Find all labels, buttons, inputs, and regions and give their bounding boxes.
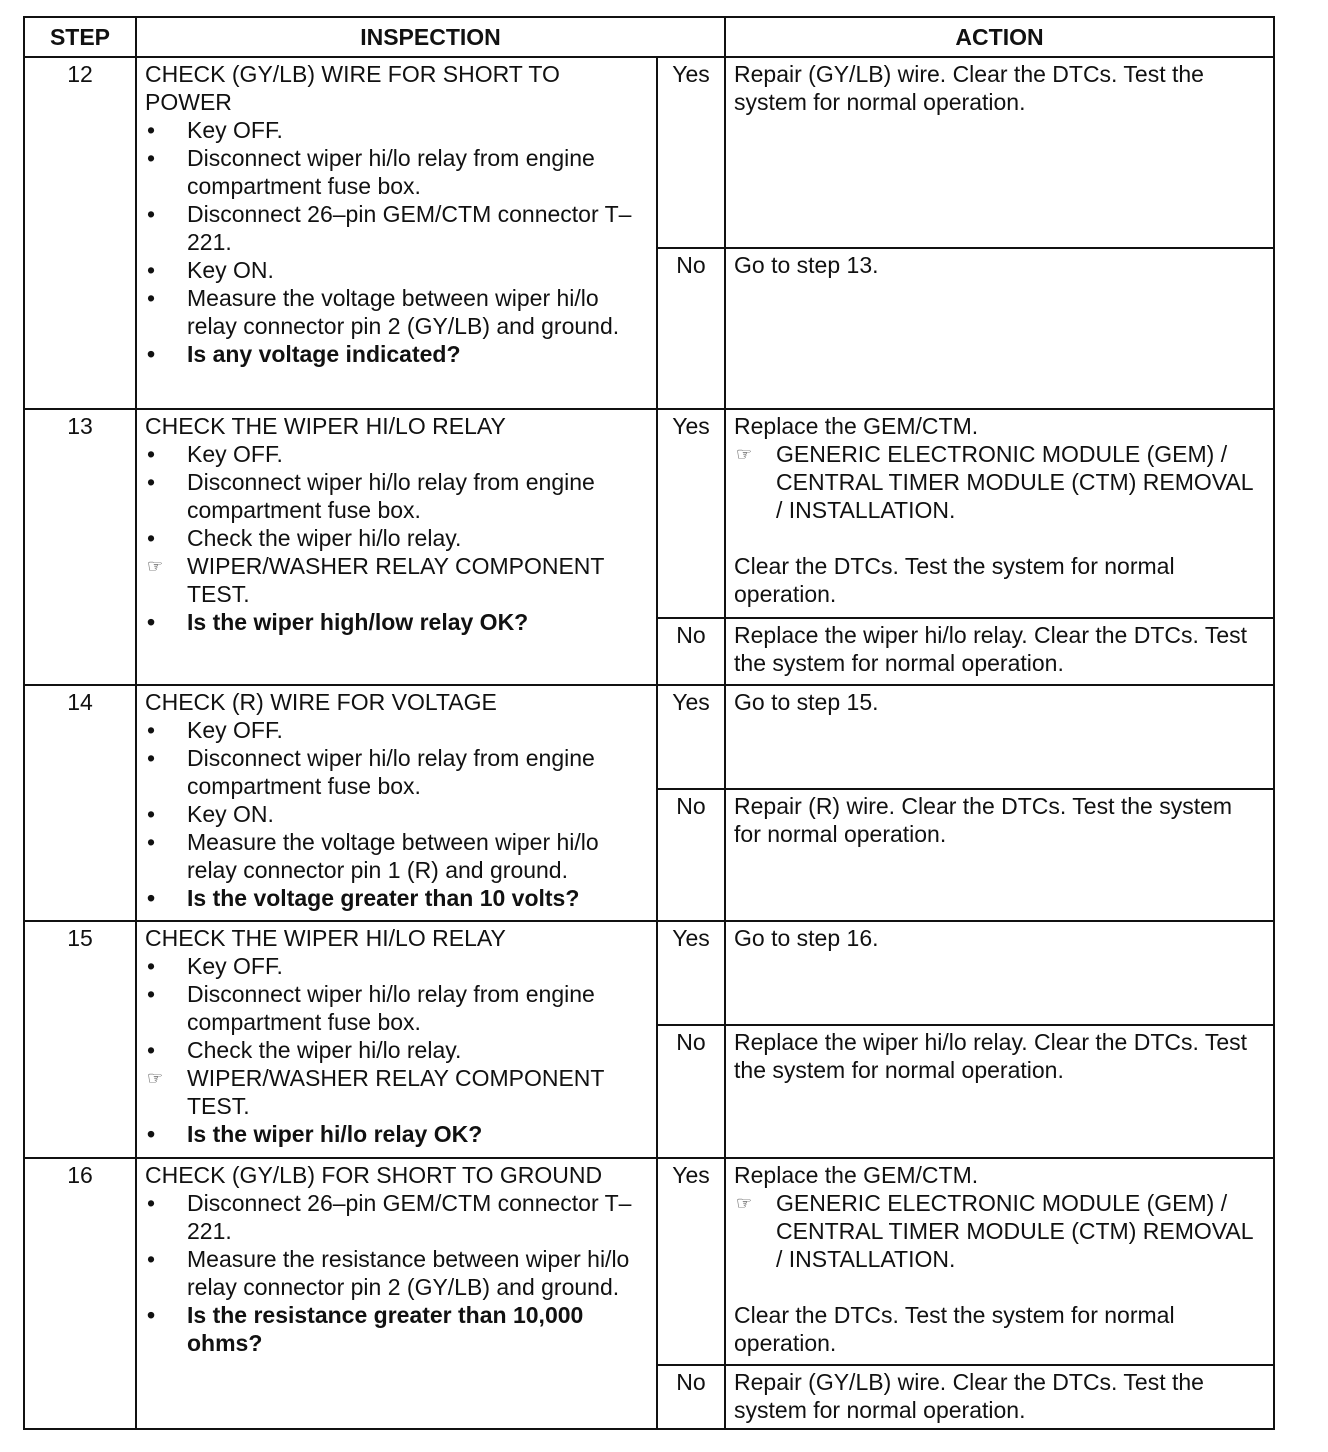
step-inspection (136, 409, 657, 685)
step-inspection (136, 921, 657, 1158)
yes-action-text-2: Clear the DTCs. Test the system for normal operation. (734, 553, 1175, 607)
bullet-icon: • (147, 745, 156, 771)
step-number: 14 (24, 685, 136, 921)
step-inspection (136, 685, 657, 921)
header-action: ACTION (725, 17, 1274, 57)
pointing-hand-icon: ☞ (147, 1068, 164, 1088)
list-item: • Key ON. (147, 801, 274, 827)
bullet-icon: • (147, 341, 156, 367)
list-item: • Key ON. (147, 257, 274, 283)
bullet-icon: • (147, 525, 156, 551)
step-16-yes-row (24, 1158, 1274, 1365)
bullet-icon: • (147, 145, 156, 171)
list-item: • Check the wiper hi/lo relay. (147, 1037, 462, 1063)
step-number: 12 (24, 57, 136, 409)
list-item: • Key OFF. (147, 117, 283, 143)
yes-label: Yes (657, 409, 725, 618)
no-action: Repair (GY/LB) wire. Clear the DTCs. Test the system for normal operation. (725, 1365, 1274, 1429)
yes-label: Yes (657, 1158, 725, 1365)
pointing-hand-icon: ☞ (736, 1193, 753, 1213)
reference-text: ☞ GENERIC ELECTRONIC MODULE (GEM) / CENTRAL TIMER MODULE (CTM) REMOVAL / INSTALLATION. (736, 441, 1253, 523)
pointing-hand-icon: ☞ (736, 444, 753, 464)
bullet-icon: • (147, 1190, 156, 1216)
bullet-icon: • (147, 829, 156, 855)
no-label: No (657, 248, 725, 409)
no-action: Repair (R) wire. Clear the DTCs. Test the system for normal operation. (725, 789, 1274, 921)
bullet-icon: • (147, 717, 156, 743)
step-title: CHECK (GY/LB) FOR SHORT TO GROUND (145, 1162, 603, 1188)
inspection-list (145, 116, 648, 368)
step-title: CHECK THE WIPER HI/LO RELAY (145, 413, 506, 439)
bullet-icon: • (147, 801, 156, 827)
no-label: No (657, 1365, 725, 1429)
bullet-icon: • (147, 1121, 156, 1147)
inspection-list (145, 952, 648, 1148)
reference-item: ☞ WIPER/WASHER RELAY COMPONENT TEST. (147, 553, 605, 607)
list-item: • Key OFF. (147, 953, 283, 979)
step-title: CHECK (GY/LB) WIRE FOR SHORT TO POWER (145, 61, 560, 115)
no-label: No (657, 789, 725, 921)
step-12-yes-row (24, 57, 1274, 248)
bullet-icon: • (147, 117, 156, 143)
step-title: CHECK THE WIPER HI/LO RELAY (145, 925, 506, 951)
yes-action-text-2: Clear the DTCs. Test the system for normal operation. (734, 1302, 1175, 1356)
list-item: • Disconnect 26–pin GEM/CTM connector T–221. (147, 1190, 632, 1244)
step-15-yes-row (24, 921, 1274, 1025)
no-action: Replace the wiper hi/lo relay. Clear the DTCs. Test the system for normal operation. (725, 1025, 1274, 1158)
step-number: 16 (24, 1158, 136, 1429)
bullet-icon: • (147, 1037, 156, 1063)
bullet-icon: • (147, 1302, 156, 1328)
step-inspection (136, 57, 657, 409)
reference-text: ☞ GENERIC ELECTRONIC MODULE (GEM) / CENTRAL TIMER MODULE (CTM) REMOVAL / INSTALLATION. (736, 1190, 1253, 1272)
step-13-yes-row (24, 409, 1274, 618)
list-item: • Disconnect 26–pin GEM/CTM connector T–221. (147, 201, 632, 255)
step-number: 15 (24, 921, 136, 1158)
inspection-list (145, 440, 648, 636)
question-item: • Is the wiper high/low relay OK? (147, 609, 529, 635)
question-item: • Is the wiper hi/lo relay OK? (147, 1121, 483, 1147)
yes-action: Go to step 15. (725, 685, 1274, 789)
list-item: • Key OFF. (147, 441, 283, 467)
header-row (24, 17, 1274, 57)
bullet-icon: • (147, 885, 156, 911)
yes-label: Yes (657, 685, 725, 789)
bullet-icon: • (147, 1246, 156, 1272)
yes-action: Repair (GY/LB) wire. Clear the DTCs. Test the system for normal operation. (725, 57, 1274, 248)
step-number: 13 (24, 409, 136, 685)
bullet-icon: • (147, 953, 156, 979)
no-label: No (657, 618, 725, 685)
step-inspection (136, 1158, 657, 1429)
list-item: • Disconnect wiper hi/lo relay from engine compartment fuse box. (147, 745, 595, 799)
list-item: • Check the wiper hi/lo relay. (147, 525, 462, 551)
yes-action (725, 409, 1274, 618)
header-inspection: INSPECTION (136, 17, 725, 57)
no-action: Go to step 13. (725, 248, 1274, 409)
reference-item: ☞ WIPER/WASHER RELAY COMPONENT TEST. (147, 1065, 605, 1119)
list-item: • Disconnect wiper hi/lo relay from engine compartment fuse box. (147, 981, 595, 1035)
diagnostic-table (23, 16, 1275, 1430)
list-item: • Key OFF. (147, 717, 283, 743)
question-item: • Is the voltage greater than 10 volts? (147, 885, 580, 911)
step-title: CHECK (R) WIRE FOR VOLTAGE (145, 689, 497, 715)
inspection-list (145, 1189, 648, 1357)
pointing-hand-icon: ☞ (147, 556, 164, 576)
bullet-icon: • (147, 285, 156, 311)
bullet-icon: • (147, 257, 156, 283)
yes-label: Yes (657, 921, 725, 1025)
no-label: No (657, 1025, 725, 1158)
bullet-icon: • (147, 981, 156, 1007)
list-item: • Disconnect wiper hi/lo relay from engine compartment fuse box. (147, 145, 595, 199)
list-item: • Measure the resistance between wiper hi/lo relay connector pin 2 (GY/LB) and ground. (147, 1246, 630, 1300)
yes-action (725, 1158, 1274, 1365)
yes-action-text: Replace the GEM/CTM. (734, 1162, 979, 1188)
yes-label: Yes (657, 57, 725, 248)
bullet-icon: • (147, 441, 156, 467)
bullet-icon: • (147, 609, 156, 635)
step-14-yes-row (24, 685, 1274, 789)
bullet-icon: • (147, 469, 156, 495)
question-item: • Is any voltage indicated? (147, 341, 461, 367)
list-item: • Measure the voltage between wiper hi/lo relay connector pin 2 (GY/LB) and ground. (147, 285, 620, 339)
list-item: • Disconnect wiper hi/lo relay from engine compartment fuse box. (147, 469, 595, 523)
yes-action: Go to step 16. (725, 921, 1274, 1025)
no-action: Replace the wiper hi/lo relay. Clear the DTCs. Test the system for normal operation. (725, 618, 1274, 685)
question-item: • Is the resistance greater than 10,000 ohms? (147, 1302, 584, 1356)
bullet-icon: • (147, 201, 156, 227)
inspection-list (145, 716, 648, 912)
list-item: • Measure the voltage between wiper hi/lo relay connector pin 1 (R) and ground. (147, 829, 599, 883)
header-step: STEP (24, 17, 136, 57)
yes-action-text: Replace the GEM/CTM. (734, 413, 979, 439)
